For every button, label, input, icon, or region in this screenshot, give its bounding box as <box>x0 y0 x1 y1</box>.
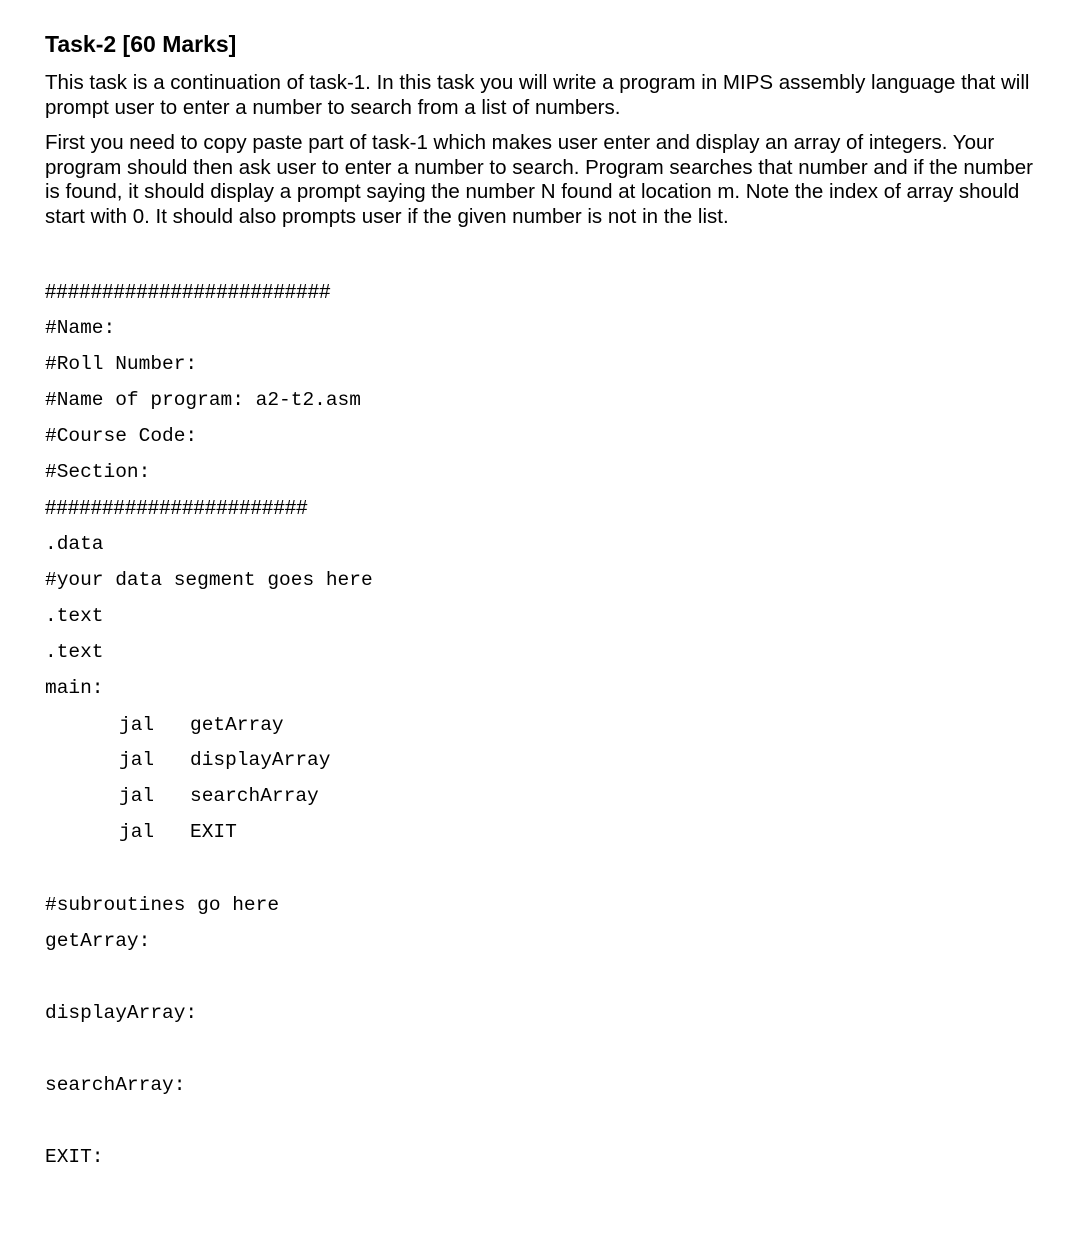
code-main-label: main: <box>45 677 104 699</box>
code-instruction-op: jal <box>119 785 155 807</box>
code-instruction-op: jal <box>119 749 155 771</box>
code-hash-divider-bottom: ####################### <box>45 497 308 519</box>
code-label-get-array: getArray: <box>45 930 151 952</box>
code-header-section: #Section: <box>45 461 151 483</box>
code-instruction-target: getArray <box>190 714 284 736</box>
code-subroutines-comment: #subroutines go here <box>45 894 280 916</box>
code-data-comment: #your data segment goes here <box>45 569 373 591</box>
code-label-display-array: displayArray: <box>45 1002 198 1024</box>
code-text-directive: .text <box>45 605 104 627</box>
code-label-exit: EXIT: <box>45 1146 104 1168</box>
code-hash-divider-top: ######################### <box>45 281 331 303</box>
code-header-name: #Name: <box>45 317 116 339</box>
code-header-program-name: #Name of program: a2-t2.asm <box>45 389 361 411</box>
code-label-search-array: searchArray: <box>45 1074 186 1096</box>
code-instruction-op: jal <box>119 714 155 736</box>
code-text-directive: .text <box>45 641 104 663</box>
task-description-paragraph: This task is a continuation of task-1. In this task you will write a program in MIPS assembly language that will prompt user to enter a number to search from a list of numbers. <box>45 71 1030 119</box>
task-instructions-paragraph: First you need to copy paste part of task-1 which makes user enter and display an array of integers. Your program should then ask user to enter a number to search. Program searches that number and if the number is found, it should display a prompt saying the number N found at location m. Note the index of array should start with 0. It should also prompts user if the given number is not in the list. <box>45 131 1033 228</box>
code-instruction-target: searchArray <box>190 785 319 807</box>
code-instruction-target: EXIT <box>190 821 237 843</box>
code-instruction-target: displayArray <box>190 749 331 771</box>
code-header-roll-number: #Roll Number: <box>45 353 198 375</box>
code-data-directive: .data <box>45 533 104 555</box>
code-header-course-code: #Course Code: <box>45 425 198 447</box>
task-title: Task-2 [60 Marks] <box>45 31 237 57</box>
code-instruction-op: jal <box>119 821 155 843</box>
